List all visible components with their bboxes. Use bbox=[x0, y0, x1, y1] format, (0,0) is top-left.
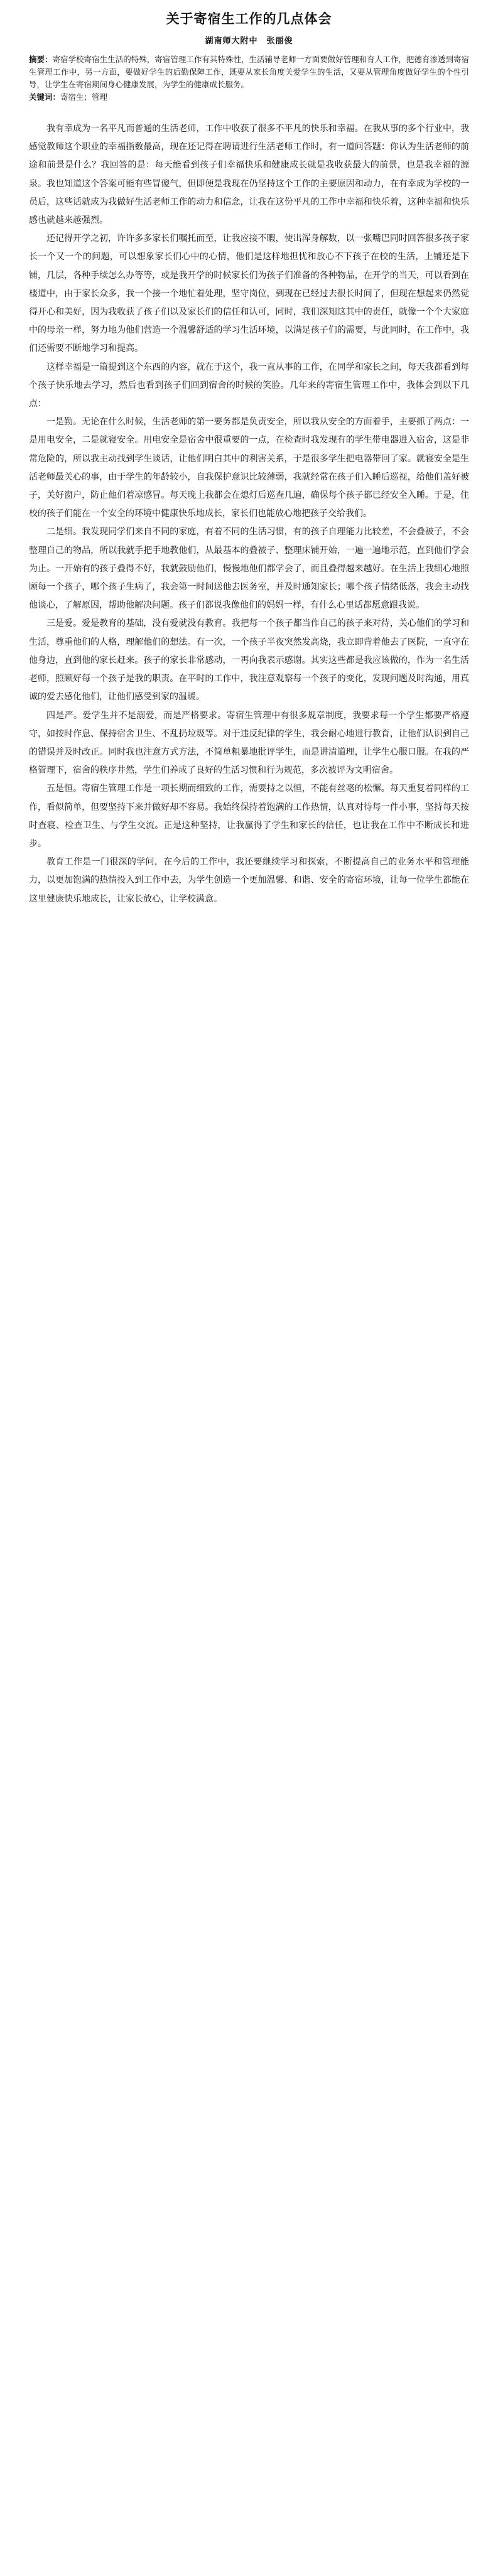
abstract-label: 摘要： bbox=[29, 55, 53, 64]
paragraph-7: 四是严。爱学生并不是溺爱，而是严格要求。寄宿生管理中有很多规章制度，我要求每一个学生都要严格遵守，如按时作息、保持宿舍卫生、不乱扔垃圾等。对于违反纪律的学生，我会耐心地进行教育，让他们认识到自己的错误并及时改正。同时我也注意方式方法，不简单粗暴地批评学生，而是讲清道理，让学生心服口服。在我的严格管理下，宿舍的秩序井然，学生们养成了良好的生活习惯和行为规范，多次被评为文明宿舍。 bbox=[29, 710, 469, 776]
paragraph-3: 这样幸福是一篇提到这个东西的内容，就在于这个，我一直从事的工作，在同学和家长之间，每天我都看到每个孩子快乐地去学习，然后也看到孩子们回到宿舍的时候的笑脸。几年来的寄宿生管理工作中，我体会到以下几点： bbox=[29, 362, 469, 409]
keywords bbox=[29, 91, 469, 104]
article-body bbox=[29, 120, 469, 908]
abstract-text: 寄宿学校寄宿生生活的特殊，寄宿管理工作有其特殊性，生活辅导老师一方面要做好管理和育人工作，把德育渗透到寄宿生管理工作中，另一方面，要做好学生的后勤保障工作，既要从家长角度关爱学生的生活，又要从管理角度做好学生的个性引导，让学生在寄宿期间身心健康发展，为学生的健康成长服务。 bbox=[29, 55, 469, 89]
paragraph-1: 我有幸成为一名平凡而普通的生活老师，工作中收获了很多不平凡的快乐和幸福。在我从事的多个行业中，我感觉教师这个职业的幸福指数最高，现在还记得在聘请进行生活老师工作时，有一道问答题：你认为生活老师的前途和前景是什么？我回答的是：每天能看到孩子们幸福快乐和健康成长就是我收获最大的前景，也是我幸福的源泉。我也知道这个答案可能有些冒傻气，但即便是我现在仍坚持这个工作的主要原因和动力，在有幸成为学校的一员后，这些话就成为我做好生活老师工作的动力和信念，让我在这份平凡的工作中幸福和快乐着，这种幸福和快乐感也就越来越强烈。 bbox=[29, 124, 469, 226]
abstract bbox=[29, 53, 469, 91]
document-title: 关于寄宿生工作的几点体会 bbox=[166, 11, 332, 26]
paragraph-2: 还记得开学之初，许许多多家长们嘱托而至，让我应接不暇，使出浑身解数，以一张嘴巴同时回答很多孩子家长一个又一个的问题，可以想象家长们心中的心情，他们是这样地担忧和放心不下孩子在校的生活，上铺还是下铺，几层，各种手续怎么办等等，或是我开学的时候家长们为孩子们准备的各种物品，在开学的当天，可以看到在楼道中，由于家长众多，我一个接一个地忙着处理，坚守岗位，到现在已经过去很长时间了，但现在想起来仍然觉得开心和美好，因为我收获了孩子们以及家长们的信任和认可，同时，我们深知这其中的责任，就像一个个大家庭中的母亲一样，努力地为他们营造一个温馨舒适的学习生活环境，以满足孩子们的需要，与此同时，在工作中，我们还需要不断地学习和提高。 bbox=[29, 234, 469, 354]
paragraph-9: 教育工作是一门很深的学问，在今后的工作中，我还要继续学习和探索，不断提高自己的业务水平和管理能力，以更加饱满的热情投入到工作中去，为学生创造一个更加温馨、和谐、安全的寄宿环境，让每一位学生都能在这里健康快乐地成长，让家长放心，让学校满意。 bbox=[29, 857, 469, 904]
keywords-text: 寄宿生；管理 bbox=[60, 92, 108, 102]
paragraph-5: 二是细。我发现同学们来自不同的家庭，有着不同的生活习惯，有的孩子自理能力比较差，不会叠被子，不会整理自己的物品，所以我就手把手地教他们，从最基本的叠被子、整理床铺开始，一遍一遍地示范，直到他们学会为止。一开始有的孩子叠得不好，我就鼓励他们，慢慢地他们都学会了，而且叠得越来越好。在生活上我细心地照顾每一个孩子，哪个孩子生病了，我会第一时间送他去医务室，并及时通知家长；哪个孩子情绪低落，我会主动找他谈心，了解原因，帮助他解决问题。孩子们都说我像他们的妈妈一样，有什么心里话都愿意跟我说。 bbox=[29, 527, 469, 611]
paragraph-8: 五是恒。寄宿生管理工作是一项长期而细致的工作，需要持之以恒，不能有丝毫的松懈。每天重复着同样的工作，看似简单，但要坚持下来并做好却不容易。我始终保持着饱满的工作热情，认真对待每一件小事，坚持每天按时查寝、检查卫生、与学生交流。正是这种坚持，让我赢得了学生和家长的信任，也让我在工作中不断成长和进步。 bbox=[29, 784, 469, 849]
keywords-label: 关键词： bbox=[29, 92, 61, 102]
paragraph-6: 三是爱。爱是教育的基础，没有爱就没有教育。我把每一个孩子都当作自己的孩子来对待，关心他们的学习和生活，尊重他们的人格，理解他们的想法。有一次，一个孩子半夜突然发高烧，我立即背着他去了医院，一直守在他身边，直到他的家长赶来。孩子的家长非常感动，一再向我表示感谢。其实这些都是我应该做的，作为一名生活老师，照顾好每一个孩子是我的职责。在平时的工作中，我注意观察每一个孩子的变化，发现问题及时沟通，用真诚的爱去感化他们，让他们感受到家的温暖。 bbox=[29, 618, 469, 703]
author-line: 湖南师大附中 张丽俊 bbox=[205, 36, 293, 46]
paragraph-4: 一是勤。无论在什么时候，生活老师的第一要务都是负责安全，所以我从安全的方面着手，主要抓了两点：一是用电安全，二是就寝安全。用电安全是宿舍中很重要的一点，在检查时我发现有的学生带电器进入宿舍，这是非常危险的，所以我主动找到学生谈话，让他们明白其中的利害关系，于是很多学生把电器带回了家。就寝安全是生活老师最关心的事，由于学生的年龄较小，自我保护意识比较薄弱，我就经常在孩子们入睡后巡视，给他们盖好被子，关好窗户，防止他们着凉感冒。每天晚上我都会在熄灯后巡查几遍，确保每个孩子都已经安全入睡。于是，住校的孩子们能在一个安全的环境中健康快乐地成长，家长们也能放心地把孩子交给我们。 bbox=[29, 417, 469, 519]
